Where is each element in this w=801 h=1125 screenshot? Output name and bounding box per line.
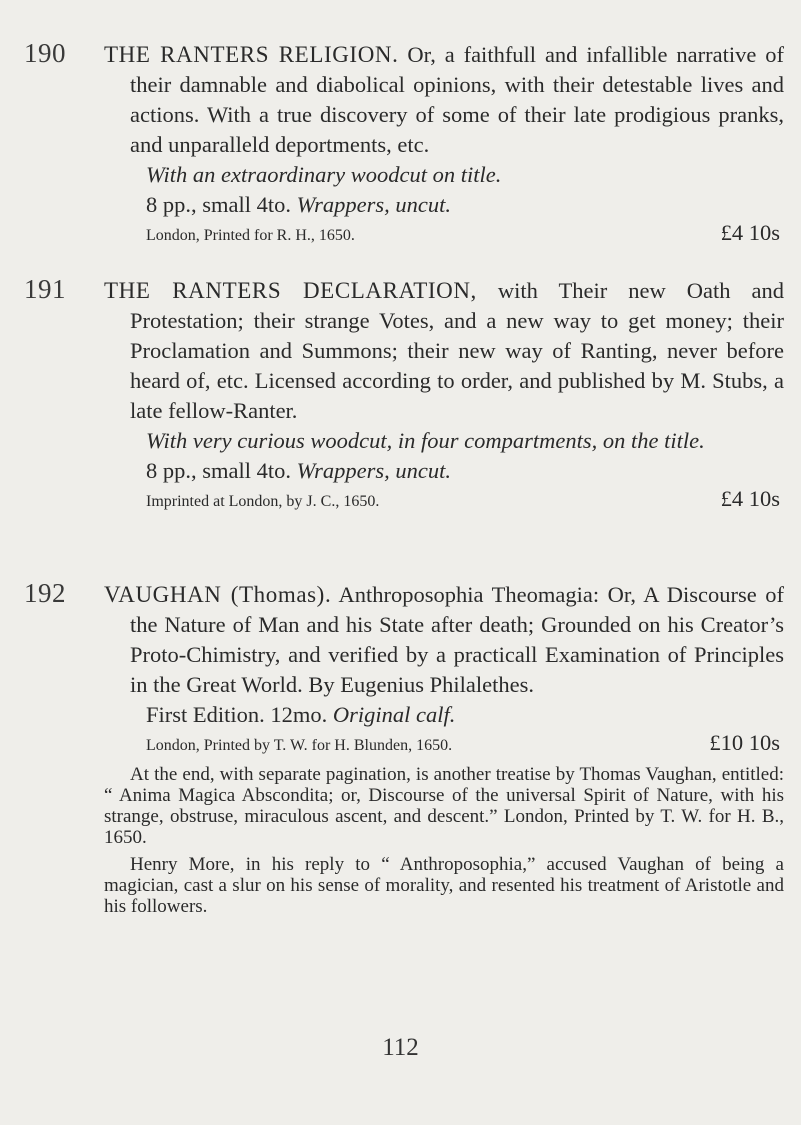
entry-number: 191 bbox=[24, 274, 66, 304]
imprint-row bbox=[104, 730, 784, 756]
entry-title-rest: Anthroposophia Theomagia: Or, A Discourse of the Nature of Man and his State after death; Grounded on his Creator’s Proto-Chimistry, and verified by a practicall Examination of Principles in the Great World. By Eugenius Philalethes. bbox=[130, 582, 785, 697]
entry-format bbox=[104, 456, 784, 486]
imprint-row bbox=[104, 220, 784, 246]
entry-woodcut-note: With very curious woodcut, in four compartments, on the title. bbox=[146, 428, 705, 453]
entry-woodcut-note: With an extraordinary woodcut on title. bbox=[146, 162, 502, 187]
entry-lead: VAUGHAN (Thomas). bbox=[104, 582, 332, 607]
entry-title-rest: Or, a faithfull and infallible narrative of their damnable and diabolical opinions, with their detestable lives and actions. With a true discovery of some of their late prodigious pranks, and unparalleld deportments, etc. bbox=[130, 42, 785, 157]
binding-text: Wrappers, uncut. bbox=[296, 192, 451, 217]
entry-imprint: London, Printed by T. W. for H. Blunden, 1650. bbox=[146, 737, 453, 754]
binding-text: Original calf. bbox=[332, 702, 456, 727]
entry-imprint: Imprinted at London, by J. C., 1650. bbox=[146, 493, 380, 510]
binding-text: Wrappers, uncut. bbox=[296, 458, 451, 483]
entry-price: £4 10s bbox=[720, 220, 780, 245]
entry-number: 192 bbox=[24, 578, 66, 608]
entry-format bbox=[104, 190, 784, 220]
entry-title bbox=[104, 580, 785, 700]
entry-format bbox=[104, 700, 784, 730]
entry-price: £4 10s bbox=[720, 486, 780, 511]
page-number: 112 bbox=[382, 1034, 419, 1061]
format-text: 8 pp., small 4to. bbox=[146, 192, 297, 217]
format-text: 8 pp., small 4to. bbox=[146, 458, 297, 483]
entry-lead: THE RANTERS RELIGION. bbox=[104, 42, 399, 67]
format-text: First Edition. 12mo. bbox=[146, 702, 333, 727]
entry-lead: THE RANTERS DECLARATION, bbox=[104, 278, 477, 303]
imprint-row bbox=[104, 486, 784, 512]
entry-note: At the end, with separate pagination, is another treatise by Thomas Vaughan, entitled: “ Anima Magica Abscondita; or, Discourse of the universal Spirit of Nature, with his strange, obstruse, miraculous ascent, and descent.” London, Printed by T. W. for H. B., 1650. bbox=[104, 764, 784, 848]
entry-title-rest: with Their new Oath and Protestation; their strange Votes, and a new way to get money; their Proclamation and Summons; their new way of Ranting, never before heard of, etc. Licensed according to order, and published by M. Stubs, a late fellow-Ranter. bbox=[130, 278, 785, 423]
entry-number: 190 bbox=[24, 38, 66, 68]
entry-imprint: London, Printed for R. H., 1650. bbox=[146, 227, 355, 244]
entry-note: Henry More, in his reply to “ Anthroposophia,” accused Vaughan of being a magician, cast a slur on his sense of morality, and resented his treatment of Aristotle and his followers. bbox=[104, 854, 784, 917]
entry-price: £10 10s bbox=[709, 730, 780, 755]
entry-title bbox=[104, 40, 785, 160]
entry-title bbox=[104, 276, 785, 426]
